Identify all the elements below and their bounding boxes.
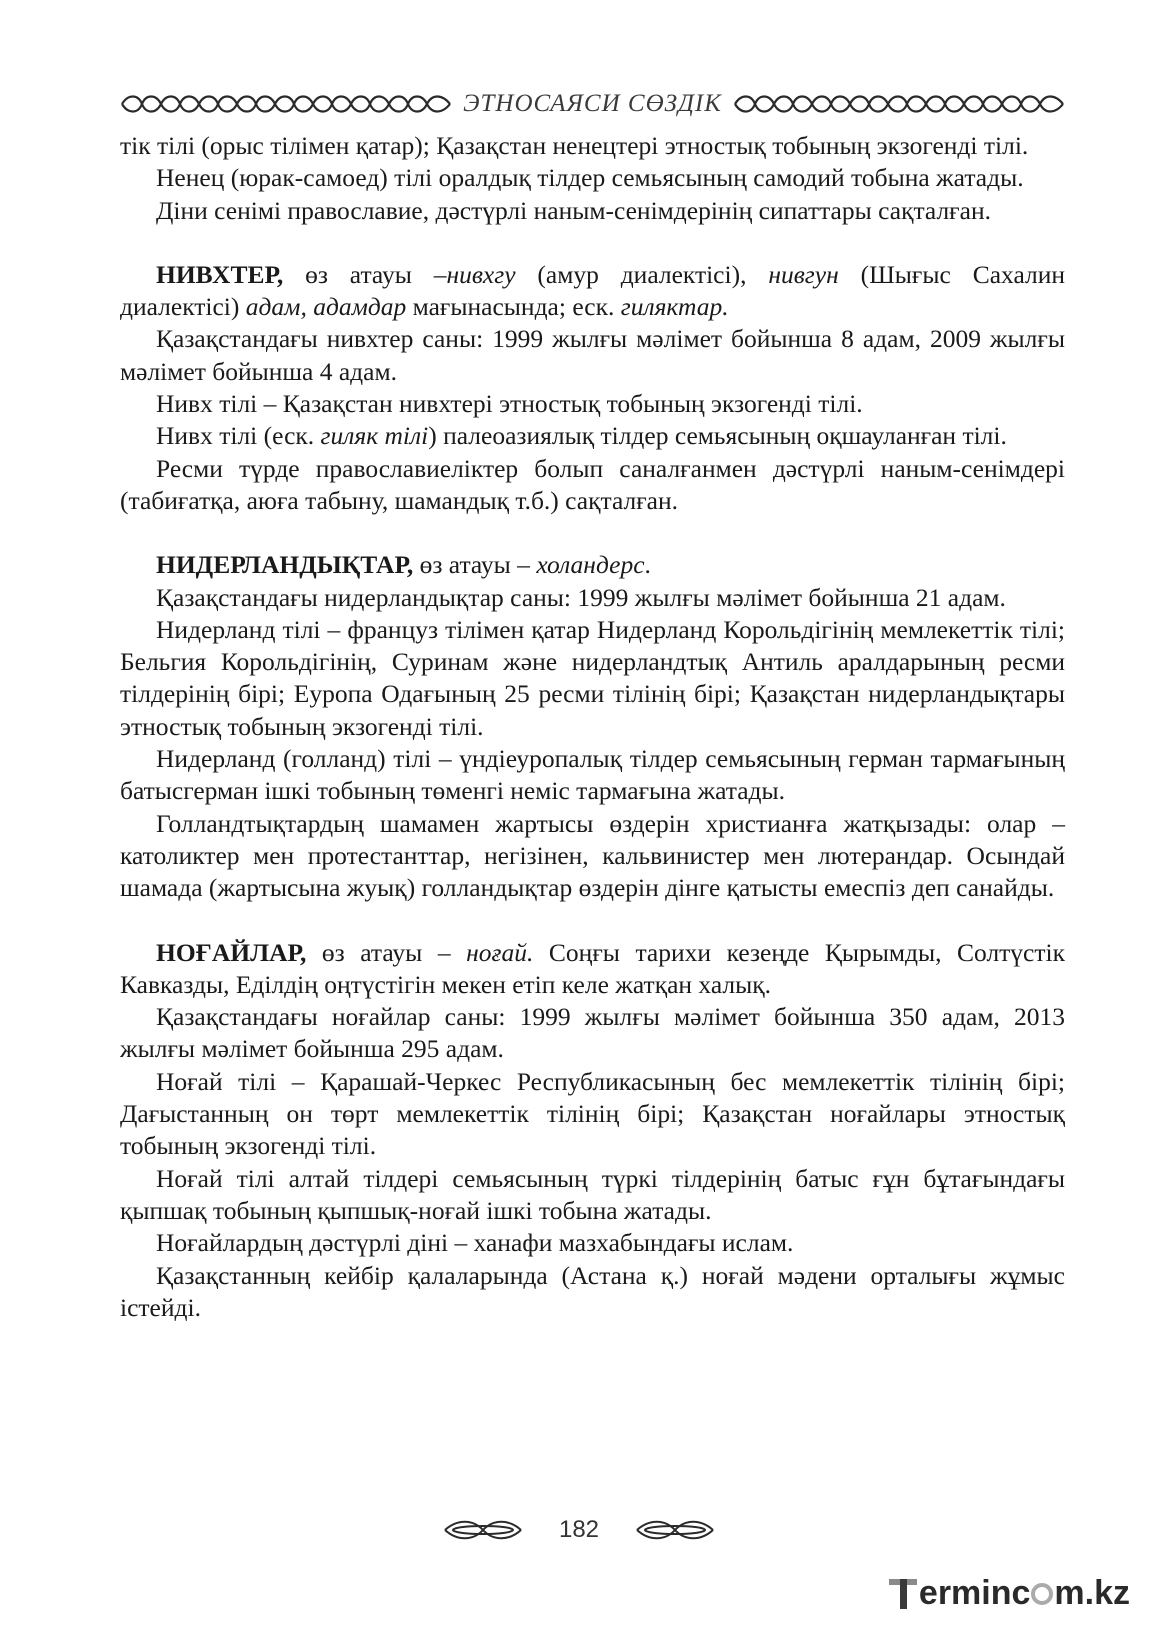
paragraph xyxy=(120,1163,1065,1228)
entry-nivkh xyxy=(120,259,1065,324)
text-run: Нивх тілі (еск. xyxy=(156,421,321,451)
italic-term: гиляктар. xyxy=(620,292,729,322)
text-run: өз атауы – xyxy=(306,937,467,967)
headword: НОҒАЙЛАР, xyxy=(156,937,307,967)
text-run: (амур диалектісі), xyxy=(515,259,769,289)
paragraph xyxy=(120,808,1065,905)
text-run: Ноғай тілі – Қарашай-Черкес Республикасының бес мемлекеттік тілінің бірі; Дағыстанның он төрт мемлекеттік тілінің бірі; Қазақстан ноғайлары этностық тобының экзогенді тілі. xyxy=(120,1066,1065,1161)
text-run: Қазақстанның кейбір қалаларында (Астана қ.) ноғай мәдени орталығы жұмыс істейді. xyxy=(120,1260,1065,1322)
paragraph xyxy=(120,323,1065,388)
italic-term: нивхгу xyxy=(446,259,516,289)
text-run: Қазақстандағы нидерландықтар саны: 1999 жылғы мәлімет бойынша 21 адам. xyxy=(156,582,1006,612)
text-run: Нидерланд тілі – француз тілімен қатар Нидерланд Корольдігінің мемлекеттік тілі; Бельгия Корольдігінің, Суринам және нидерландтық Антиль аралдарының ресми тілдерінің бірі; Еуропа Одағының 25 ресми тілінің бірі; Қазақстан нидерландықтары этностық тобының экзогенді тілі. xyxy=(120,614,1065,741)
site-watermark xyxy=(889,1574,1130,1613)
running-header xyxy=(120,86,1065,122)
paragraph xyxy=(120,130,1065,162)
text-run: өз атауы – xyxy=(413,550,537,580)
watermark-o-icon xyxy=(1031,1583,1053,1605)
paragraph xyxy=(120,614,1065,743)
entry-nogai xyxy=(120,937,1065,1002)
paragraph xyxy=(120,420,1065,452)
text-run: өз атауы – xyxy=(283,259,447,289)
italic-term: гиляк тілі xyxy=(320,421,429,451)
text-run: Соңғы тарихи кезеңде Қырымды, Солтүстік Кавказды, Еділдің оңтүстігін мекен етіп келе жатқан халық. xyxy=(120,937,1065,999)
page-number: 182 xyxy=(558,1516,600,1543)
text-run: Қазақстандағы нивхтер саны: 1999 жылғы мәлімет бойынша 8 адам, 2009 жылғы мәлімет бойынша 4 адам. xyxy=(120,324,1065,386)
headword: НИДЕРЛАНДЫҚТАР, xyxy=(156,550,414,580)
paragraph xyxy=(120,1001,1065,1066)
page-footer xyxy=(0,1512,1158,1548)
ornament-right-icon xyxy=(733,92,1065,116)
text-run: Нидерланд (голланд) тілі – үндіеуропалық тілдер семьясының герман тармағының батысгерман ішкі тобының төменгі неміс тармағына жатады. xyxy=(120,744,1065,806)
text-run: Ноғай тілі алтай тілдері семьясының түркі тілдерінің батыс ғұн бұтағындағы қыпшақ тобының қыпшық-ноғай ішкі тобына жатады. xyxy=(120,1163,1065,1225)
text-run: ) палеоазиялық тілдер семьясының оқшауланған тілі. xyxy=(428,421,1007,451)
text-run: тік тілі (орыс тілімен қатар); Қазақстан ненецтері этностық тобының экзогенді тілі. xyxy=(120,131,1029,160)
italic-term: адам, адамдар xyxy=(245,292,407,322)
watermark-text-right: m.kz xyxy=(1054,1574,1130,1612)
text-run: Нивх тілі – Қазақстан нивхтері этностық тобының экзогенді тілі. xyxy=(156,389,863,419)
text-run: Қазақстандағы ноғайлар саны: 1999 жылғы мәлімет бойынша 350 адам, 2013 жылғы мәлімет бойынша 295 адам. xyxy=(120,1002,1065,1064)
footer-ornament-left-icon xyxy=(443,1517,523,1543)
text-run: Ненец (юрак-самоед) тілі оралдық тілдер семьясының самодий тобына жатады. xyxy=(156,163,1024,193)
watermark-text-left: erminc xyxy=(918,1574,1031,1612)
footer-ornament-right-icon xyxy=(635,1517,715,1543)
paragraph xyxy=(120,453,1065,518)
text-run: Ресми түрде православиеліктер болып саналғанмен дәстүрлі наным-сенімдері (табиғатқа, аюға табыну, шамандық т.б.) сақталған. xyxy=(120,453,1065,515)
paragraph xyxy=(120,1260,1065,1325)
text-run: Голландтықтардың шамамен жартысы өздерін христианға жатқызады: олар – католиктер мен протестанттар, негізінен, кальвинистер мен лютерандар. Осындай шамада (жартысына жуық) голландықтар өздерін дінге қатысты емеспіз деп санайды. xyxy=(120,808,1065,903)
paragraph xyxy=(120,582,1065,614)
text-run: Діни сенімі православие, дәстүрлі наным-сенімдерінің сипаттары сақталған. xyxy=(156,195,991,225)
paragraph xyxy=(120,162,1065,194)
header-title: ЭТНОСАЯСИ СӨЗДІК xyxy=(463,90,722,117)
text-run: . xyxy=(644,550,651,580)
paragraph xyxy=(120,1066,1065,1163)
italic-term: холандерс xyxy=(536,550,645,580)
article-body xyxy=(120,130,1065,1324)
paragraph xyxy=(120,1227,1065,1259)
headword: НИВХТЕР, xyxy=(156,259,284,289)
text-run: (Шығыс Сахалин диалектісі) xyxy=(120,259,1066,322)
paragraph xyxy=(120,743,1065,808)
ornament-left-icon xyxy=(120,92,452,116)
text-run: Ноғайлардың дәстүрлі діні – ханафи мазхабындағы ислам. xyxy=(156,1228,794,1258)
text-run: мағынасында; еск. xyxy=(406,292,621,322)
italic-term: ноғай. xyxy=(466,937,534,967)
italic-term: нивгун xyxy=(768,259,839,289)
watermark-t-icon xyxy=(889,1577,917,1611)
entry-dutch xyxy=(120,549,1065,581)
paragraph xyxy=(120,388,1065,420)
paragraph xyxy=(120,195,1065,227)
